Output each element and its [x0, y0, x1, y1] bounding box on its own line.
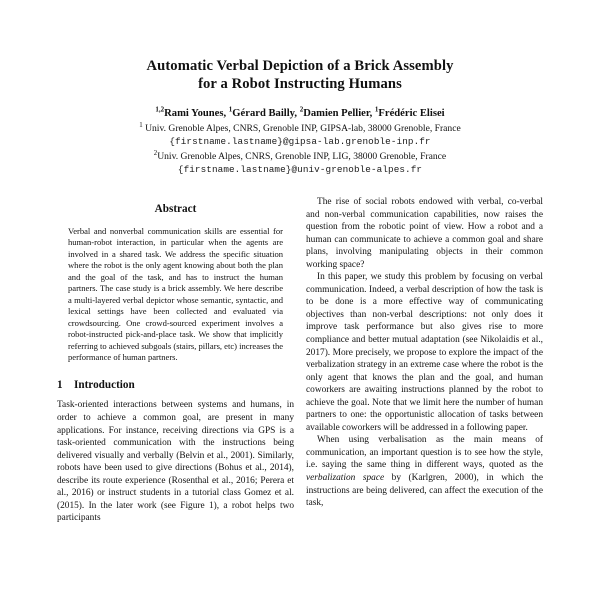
- title-block: [0, 0, 600, 177]
- right-column: [306, 196, 543, 600]
- left-column: [57, 196, 294, 600]
- affiliation-1-text: Univ. Grenoble Alpes, CNRS, Grenoble INP, GIPSA-lab, 38000 Grenoble, France: [145, 123, 461, 134]
- affiliation-1-email: {firstname.lastname}@gipsa-lab.grenoble-inp.fr: [169, 136, 431, 148]
- right-paragraph-1: The rise of social robots endowed with verbal, co-verbal and non-verbal communication capabilities, now raises the question from the robotic point of view. How a robot and a human can communicate to achieve a common goal and share plans, involving manipulating objects in their common working space?: [306, 197, 543, 270]
- affiliation-1: [0, 122, 600, 135]
- author-list: [0, 107, 600, 120]
- section-number: 1: [57, 379, 63, 392]
- title-line-2: for a Robot Instructing Humans: [198, 75, 402, 92]
- intro-paragraph-1: Task-oriented interactions between systems and humans, in order to achieve a common goal, are present in many applications. For instance, receiving directions via GPS is a task-oriented communication with the instructions being delivered visually and verbally (Belvin et al., 2001). Similarly, robots have been used to give directions (Bohus et al., 2014), describe its route experience (Rosenthal et al., 2016; Perera et al., 2016) or instruct students in a tutorial class Gomez et al. (2015). In the later work (see Figure 1), a robot helps two participants: [57, 400, 294, 524]
- author-4-name: Frédéric Elisei: [378, 108, 445, 119]
- right-paragraph-3: [306, 434, 543, 509]
- body-columns: [0, 196, 600, 600]
- author-2-affiliation-marker: 1: [228, 105, 233, 114]
- abstract-body: Verbal and nonverbal communication skills are essential for human-robot interaction, in particular when the agents are involved in a shared task. We address the specific situation where the robot is the only agent knowing about both the plan and the goal of the task, and has to instruct the human partners. The case study is a brick assembly. We here describe a multi-layered verbal depictor whose semantic, syntactic, and lexical settings have been collected and evaluated via crowdsourcing. One crowd-sourced experiment involves a robot-instructed pick-and-place task. We show that implicitly referring to achieved subgoals (stairs, pillars, etc) increases the performance of human partners.: [68, 226, 284, 362]
- affiliation-2-email: {firstname.lastname}@univ-grenoble-alpes.fr: [177, 164, 423, 176]
- author-3-name: Damien Pellier,: [303, 108, 373, 119]
- section-title: Introduction: [74, 379, 135, 392]
- affiliation-2: [0, 150, 600, 163]
- right-paragraph-3-part-1: When using verbalisation as the main means of communication, an important question is to see how the style, i.e. saying the same thing in different ways, quoted as the: [306, 435, 543, 471]
- page-title: [80, 58, 520, 93]
- right-paragraph-3-part-2: by (Karlgren, 2000), in which the instructions are being delivered, can affect the execution of the task,: [306, 473, 543, 509]
- author-3-affiliation-marker: 2: [299, 105, 304, 114]
- section-heading-introduction: [57, 379, 294, 391]
- verbalization-space-term: verbalization space: [306, 473, 385, 484]
- abstract-heading: Abstract: [154, 203, 197, 215]
- affiliation-2-marker: 2: [153, 150, 158, 158]
- author-1-name: Rami Younes,: [164, 108, 227, 119]
- author-1-affiliation-marker: 1,2: [155, 105, 165, 114]
- author-4-affiliation-marker: 1: [374, 105, 379, 114]
- affiliation-2-text: Univ. Grenoble Alpes, CNRS, Grenoble INP, LIG, 38000 Grenoble, France: [157, 151, 447, 163]
- author-2-name: Gérard Bailly,: [232, 108, 298, 119]
- affiliation-1-marker: 1: [139, 121, 143, 129]
- title-line-1: Automatic Verbal Depiction of a Brick Assembly: [146, 58, 454, 74]
- right-paragraph-2: In this paper, we study this problem by focusing on verbal communication. Indeed, a verbal description of how the task is to be done is a more effective way of communicating objectives than non-verbal descriptions: not only does it improve task performance but also gives rise to more compliance and better mutual adaptation (see Nikolaidis et al., 2017). More precisely, we propose to explore the impact of the verbalization strategy in an extreme case where the robot is the only agent that knows the plan and the goal, and human coworkers are awaiting instructions planned by the robot to achieve the goal. Note that we limit here the number of human partners to one: the opportunistic allocation of tasks between available coworkers will be addressed in a following paper.: [306, 272, 543, 433]
